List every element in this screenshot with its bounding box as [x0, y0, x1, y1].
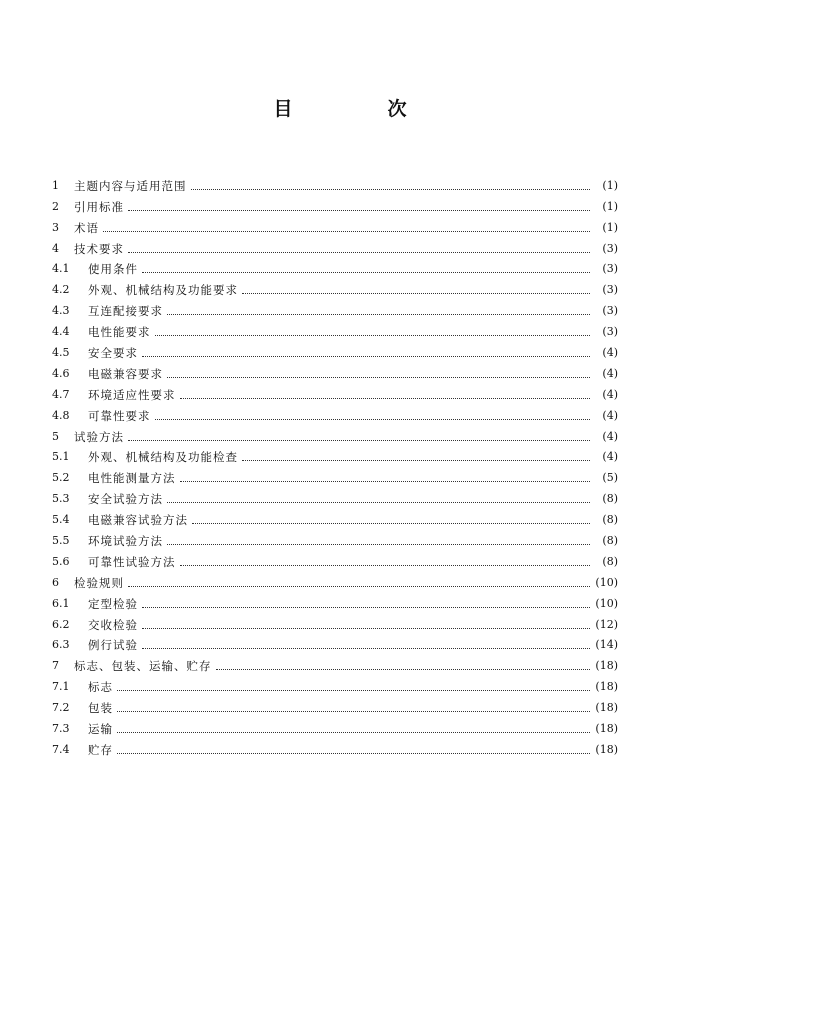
toc-entry-label: 可靠性试验方法	[88, 554, 176, 569]
toc-dot-leader	[117, 711, 590, 712]
toc-entry-number: 4.7	[52, 387, 70, 401]
toc-entry-label: 环境适应性要求	[88, 387, 176, 402]
toc-entry[interactable]	[52, 339, 618, 360]
toc-entry[interactable]	[52, 736, 618, 757]
toc-entry-label: 检验规则	[74, 575, 124, 590]
toc-entry-label: 电磁兼容试验方法	[88, 513, 188, 528]
toc-entry-page: (18)	[595, 742, 618, 756]
toc-entry-number: 5.3	[52, 492, 70, 506]
toc-entry[interactable]	[52, 506, 618, 527]
toc-entry-page: (14)	[595, 638, 618, 652]
toc-entry-number: 7.2	[52, 701, 70, 715]
toc-entry-number: 4.5	[52, 346, 70, 360]
toc-entry-number: 7	[52, 659, 59, 673]
toc-dot-leader	[142, 356, 590, 357]
toc-entry-number: 4.4	[52, 325, 70, 339]
toc-entry[interactable]	[52, 673, 618, 694]
toc-entry-page: (3)	[602, 304, 618, 318]
toc-entry-number: 5.5	[52, 534, 70, 548]
toc-entry-number: 5.6	[52, 554, 70, 568]
toc-entry[interactable]	[52, 569, 618, 590]
toc-entry-number: 5.2	[52, 471, 70, 485]
toc-entry[interactable]	[52, 485, 618, 506]
toc-dot-leader	[167, 544, 590, 545]
toc-entry-number: 6.2	[52, 617, 70, 631]
toc-entry-page: (1)	[602, 220, 618, 234]
toc-entry-label: 例行试验	[88, 638, 138, 653]
toc-entry[interactable]	[52, 214, 618, 235]
toc-entry[interactable]	[52, 590, 618, 611]
toc-entry-label: 外观、机械结构及功能检查	[88, 450, 238, 465]
toc-entry-number: 4	[52, 241, 59, 255]
toc-entry-label: 标志	[88, 680, 113, 695]
toc-entry-number: 7.1	[52, 680, 70, 694]
toc-entry[interactable]	[52, 172, 618, 193]
toc-entry-number: 1	[52, 178, 59, 192]
toc-entry-page: (10)	[595, 575, 618, 589]
toc-dot-leader	[128, 210, 590, 211]
toc-entry[interactable]	[52, 464, 618, 485]
toc-entry-label: 运输	[88, 722, 113, 737]
toc-dot-leader	[191, 189, 591, 190]
toc-entry[interactable]	[52, 318, 618, 339]
toc-entry-label: 外观、机械结构及功能要求	[88, 283, 238, 298]
toc-entry-number: 6.3	[52, 638, 70, 652]
toc-entry[interactable]	[52, 360, 618, 381]
toc-entry[interactable]	[52, 381, 618, 402]
toc-dot-leader	[242, 293, 590, 294]
toc-dot-leader	[103, 231, 590, 232]
toc-entry-label: 安全试验方法	[88, 492, 163, 507]
toc-entry-label: 引用标准	[74, 199, 124, 214]
toc-entry-page: (4)	[602, 346, 618, 360]
toc-entry[interactable]	[52, 402, 618, 423]
toc-entry[interactable]	[52, 276, 618, 297]
toc-entry[interactable]	[52, 423, 618, 444]
toc-dot-leader	[180, 398, 591, 399]
toc-entry-number: 5.1	[52, 450, 70, 464]
toc-entry[interactable]	[52, 715, 618, 736]
toc-dot-leader	[117, 732, 590, 733]
toc-entry-label: 标志、包装、运输、贮存	[74, 659, 212, 674]
toc-dot-leader	[155, 419, 591, 420]
toc-entry-page: (18)	[595, 680, 618, 694]
toc-entry[interactable]	[52, 256, 618, 277]
toc-entry-number: 2	[52, 199, 59, 213]
toc-entry-number: 4.8	[52, 408, 70, 422]
toc-entry-page: (5)	[602, 471, 618, 485]
toc-entry-label: 贮存	[88, 742, 113, 757]
toc-entry-label: 电性能测量方法	[88, 471, 176, 486]
toc-entry-label: 使用条件	[88, 262, 138, 277]
toc-dot-leader	[117, 690, 590, 691]
toc-entry-number: 3	[52, 220, 59, 234]
toc-dot-leader	[242, 460, 590, 461]
toc-entry-number: 6.1	[52, 596, 70, 610]
toc-dot-leader	[192, 523, 590, 524]
toc-entry-page: (18)	[595, 659, 618, 673]
toc-entry-page: (4)	[602, 450, 618, 464]
toc-dot-leader	[117, 753, 590, 754]
toc-entry-page: (18)	[595, 701, 618, 715]
toc-dot-leader	[128, 252, 590, 253]
toc-dot-leader	[167, 314, 590, 315]
toc-entry-number: 5.4	[52, 513, 70, 527]
toc-entry-label: 电性能要求	[88, 325, 151, 340]
toc-entry[interactable]	[52, 694, 618, 715]
toc-dot-leader	[216, 669, 591, 670]
toc-entry-label: 术语	[74, 220, 99, 235]
toc-dot-leader	[142, 607, 590, 608]
toc-entry-number: 6	[52, 575, 59, 589]
toc-entry-page: (18)	[595, 722, 618, 736]
toc-entry-page: (8)	[602, 554, 618, 568]
toc-entry-label: 可靠性要求	[88, 408, 151, 423]
toc-entry-page: (8)	[602, 492, 618, 506]
toc-entry-number: 7.4	[52, 742, 70, 756]
toc-entry-page: (3)	[602, 241, 618, 255]
toc-dot-leader	[128, 586, 590, 587]
toc-entry-number: 4.3	[52, 304, 70, 318]
toc-entry-number: 5	[52, 429, 59, 443]
toc-dot-leader	[180, 481, 591, 482]
toc-dot-leader	[142, 272, 590, 273]
toc-dot-leader	[128, 440, 590, 441]
toc-entry-page: (1)	[602, 199, 618, 213]
toc-entry-label: 主题内容与适用范围	[74, 178, 187, 193]
toc-entry[interactable]	[52, 611, 618, 632]
toc-entry-number: 7.3	[52, 722, 70, 736]
toc-entry[interactable]	[52, 297, 618, 318]
toc-entry-label: 技术要求	[74, 241, 124, 256]
toc-entry-page: (3)	[602, 283, 618, 297]
toc-entry-page: (3)	[602, 262, 618, 276]
toc-dot-leader	[167, 502, 590, 503]
toc-entry-page: (8)	[602, 534, 618, 548]
toc-entry[interactable]	[52, 193, 618, 214]
toc-entry-page: (8)	[602, 513, 618, 527]
toc-entry-label: 电磁兼容要求	[88, 366, 163, 381]
page-title: 目 次	[273, 98, 445, 120]
toc-entry-label: 试验方法	[74, 429, 124, 444]
toc-entry-label: 安全要求	[88, 346, 138, 361]
toc-entry-number: 4.1	[52, 262, 70, 276]
toc-dot-leader	[155, 335, 591, 336]
toc-entry[interactable]	[52, 444, 618, 465]
toc-entry-page: (1)	[602, 178, 618, 192]
toc-entry-label: 交收检验	[88, 617, 138, 632]
toc-entry-page: (4)	[602, 366, 618, 380]
toc-entry-label: 包装	[88, 701, 113, 716]
toc-entry-label: 环境试验方法	[88, 534, 163, 549]
toc-entry[interactable]	[52, 548, 618, 569]
toc-entry-page: (12)	[595, 617, 618, 631]
toc-dot-leader	[167, 377, 590, 378]
toc-entry-page: (4)	[602, 408, 618, 422]
toc-entry-number: 4.6	[52, 366, 70, 380]
toc-entry-page: (4)	[602, 429, 618, 443]
toc-entry-label: 定型检验	[88, 596, 138, 611]
toc-entry-page: (10)	[595, 596, 618, 610]
toc-dot-leader	[180, 565, 591, 566]
toc-entry[interactable]	[52, 235, 618, 256]
toc-entry-page: (3)	[602, 325, 618, 339]
toc-entry[interactable]	[52, 652, 618, 673]
toc-dot-leader	[142, 648, 590, 649]
toc-dot-leader	[142, 628, 590, 629]
toc-entry-page: (4)	[602, 387, 618, 401]
toc-entry-label: 互连配接要求	[88, 304, 163, 319]
toc-entry-number: 4.2	[52, 283, 70, 297]
toc-entry[interactable]	[52, 527, 618, 548]
table-of-contents	[52, 172, 618, 757]
toc-entry[interactable]	[52, 632, 618, 653]
